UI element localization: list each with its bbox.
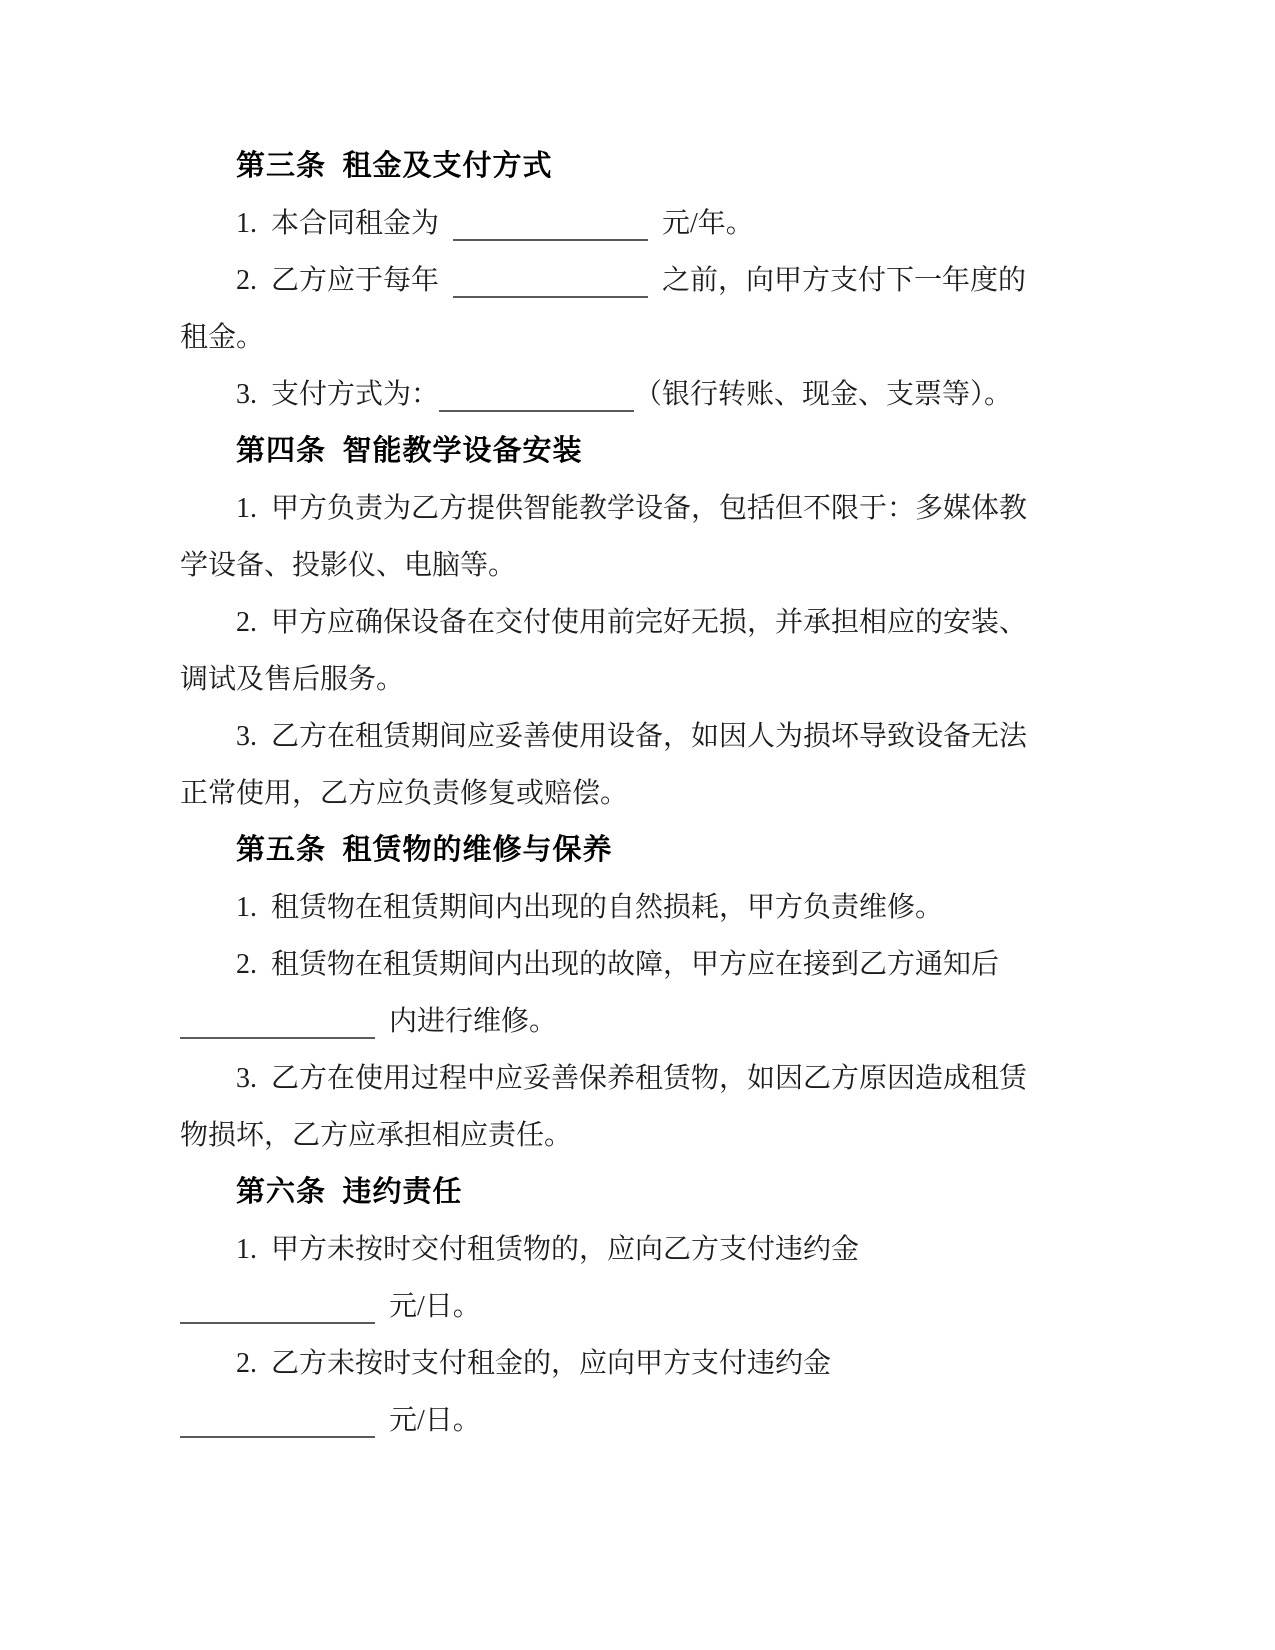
contract-text-line xyxy=(180,993,1100,1050)
text-segment: 1. 甲方负责为乙方提供智能教学设备，包括但不限于：多媒体教 xyxy=(236,493,1028,524)
contract-body xyxy=(180,138,1100,1449)
text-segment: 调试及售后服务。 xyxy=(180,664,405,695)
contract-text-line xyxy=(180,708,1100,765)
contract-text-line xyxy=(180,309,1100,366)
text-segment: 之前，向甲方支付下一年度的 xyxy=(648,265,1027,296)
contract-text-line xyxy=(180,879,1100,936)
fill-in-blank-line xyxy=(180,1434,375,1438)
fill-in-blank-line xyxy=(439,408,634,412)
contract-text-line xyxy=(180,651,1100,708)
contract-text-line xyxy=(180,195,1100,252)
section-heading: 第三条 租金及支付方式 xyxy=(236,150,553,182)
contract-text-line xyxy=(180,1107,1100,1164)
text-segment: 3. 乙方在租赁期间应妥善使用设备，如因人为损坏导致设备无法 xyxy=(236,721,1028,752)
contract-text-line xyxy=(180,1335,1100,1392)
contract-text-line xyxy=(180,537,1100,594)
text-segment: 内进行维修。 xyxy=(375,1006,558,1037)
text-segment: 2. 租赁物在租赁期间内出现的故障，甲方应在接到乙方通知后 xyxy=(236,949,1000,980)
text-segment: 租金。 xyxy=(180,322,265,353)
contract-text-line xyxy=(180,1392,1100,1449)
contract-text-line xyxy=(180,252,1100,309)
text-segment: 2. 乙方应于每年 xyxy=(236,265,454,296)
contract-text-line xyxy=(180,366,1100,423)
text-segment: （银行转账、现金、支票等）。 xyxy=(634,379,1013,410)
text-segment: 1. 租赁物在租赁期间内出现的自然损耗，甲方负责维修。 xyxy=(236,892,944,923)
text-segment: 正常使用，乙方应负责修复或赔偿。 xyxy=(180,778,629,809)
contract-text-line xyxy=(180,1050,1100,1107)
section-heading: 第六条 违约责任 xyxy=(236,1176,463,1208)
text-segment: 2. 甲方应确保设备在交付使用前完好无损，并承担相应的安装、 xyxy=(236,607,1028,638)
section-heading: 第四条 智能教学设备安装 xyxy=(236,435,583,467)
text-segment: 物损坏，乙方应承担相应责任。 xyxy=(180,1120,573,1151)
fill-in-blank-line xyxy=(453,237,648,241)
contract-text-line xyxy=(180,480,1100,537)
contract-text-line xyxy=(180,1221,1100,1278)
text-segment: 2. 乙方未按时支付租金的，应向甲方支付违约金 xyxy=(236,1348,832,1379)
text-segment: 元/日。 xyxy=(375,1405,481,1436)
fill-in-blank-line xyxy=(180,1035,375,1039)
text-segment: 元/年。 xyxy=(648,208,754,239)
fill-in-blank-line xyxy=(453,294,648,298)
section-heading: 第五条 租赁物的维修与保养 xyxy=(236,834,613,866)
contract-text-line xyxy=(180,1278,1100,1335)
fill-in-blank-line xyxy=(180,1320,375,1324)
text-segment: 3. 支付方式为： xyxy=(236,379,440,410)
text-segment: 3. 乙方在使用过程中应妥善保养租赁物，如因乙方原因造成租赁 xyxy=(236,1063,1028,1094)
text-segment: 学设备、投影仪、电脑等。 xyxy=(180,550,517,581)
text-segment: 1. 甲方未按时交付租赁物的，应向乙方支付违约金 xyxy=(236,1234,860,1265)
text-segment: 元/日。 xyxy=(375,1291,481,1322)
contract-text-line xyxy=(180,936,1100,993)
contract-text-line xyxy=(180,594,1100,651)
text-segment: 1. 本合同租金为 xyxy=(236,208,454,239)
contract-text-line xyxy=(180,765,1100,822)
